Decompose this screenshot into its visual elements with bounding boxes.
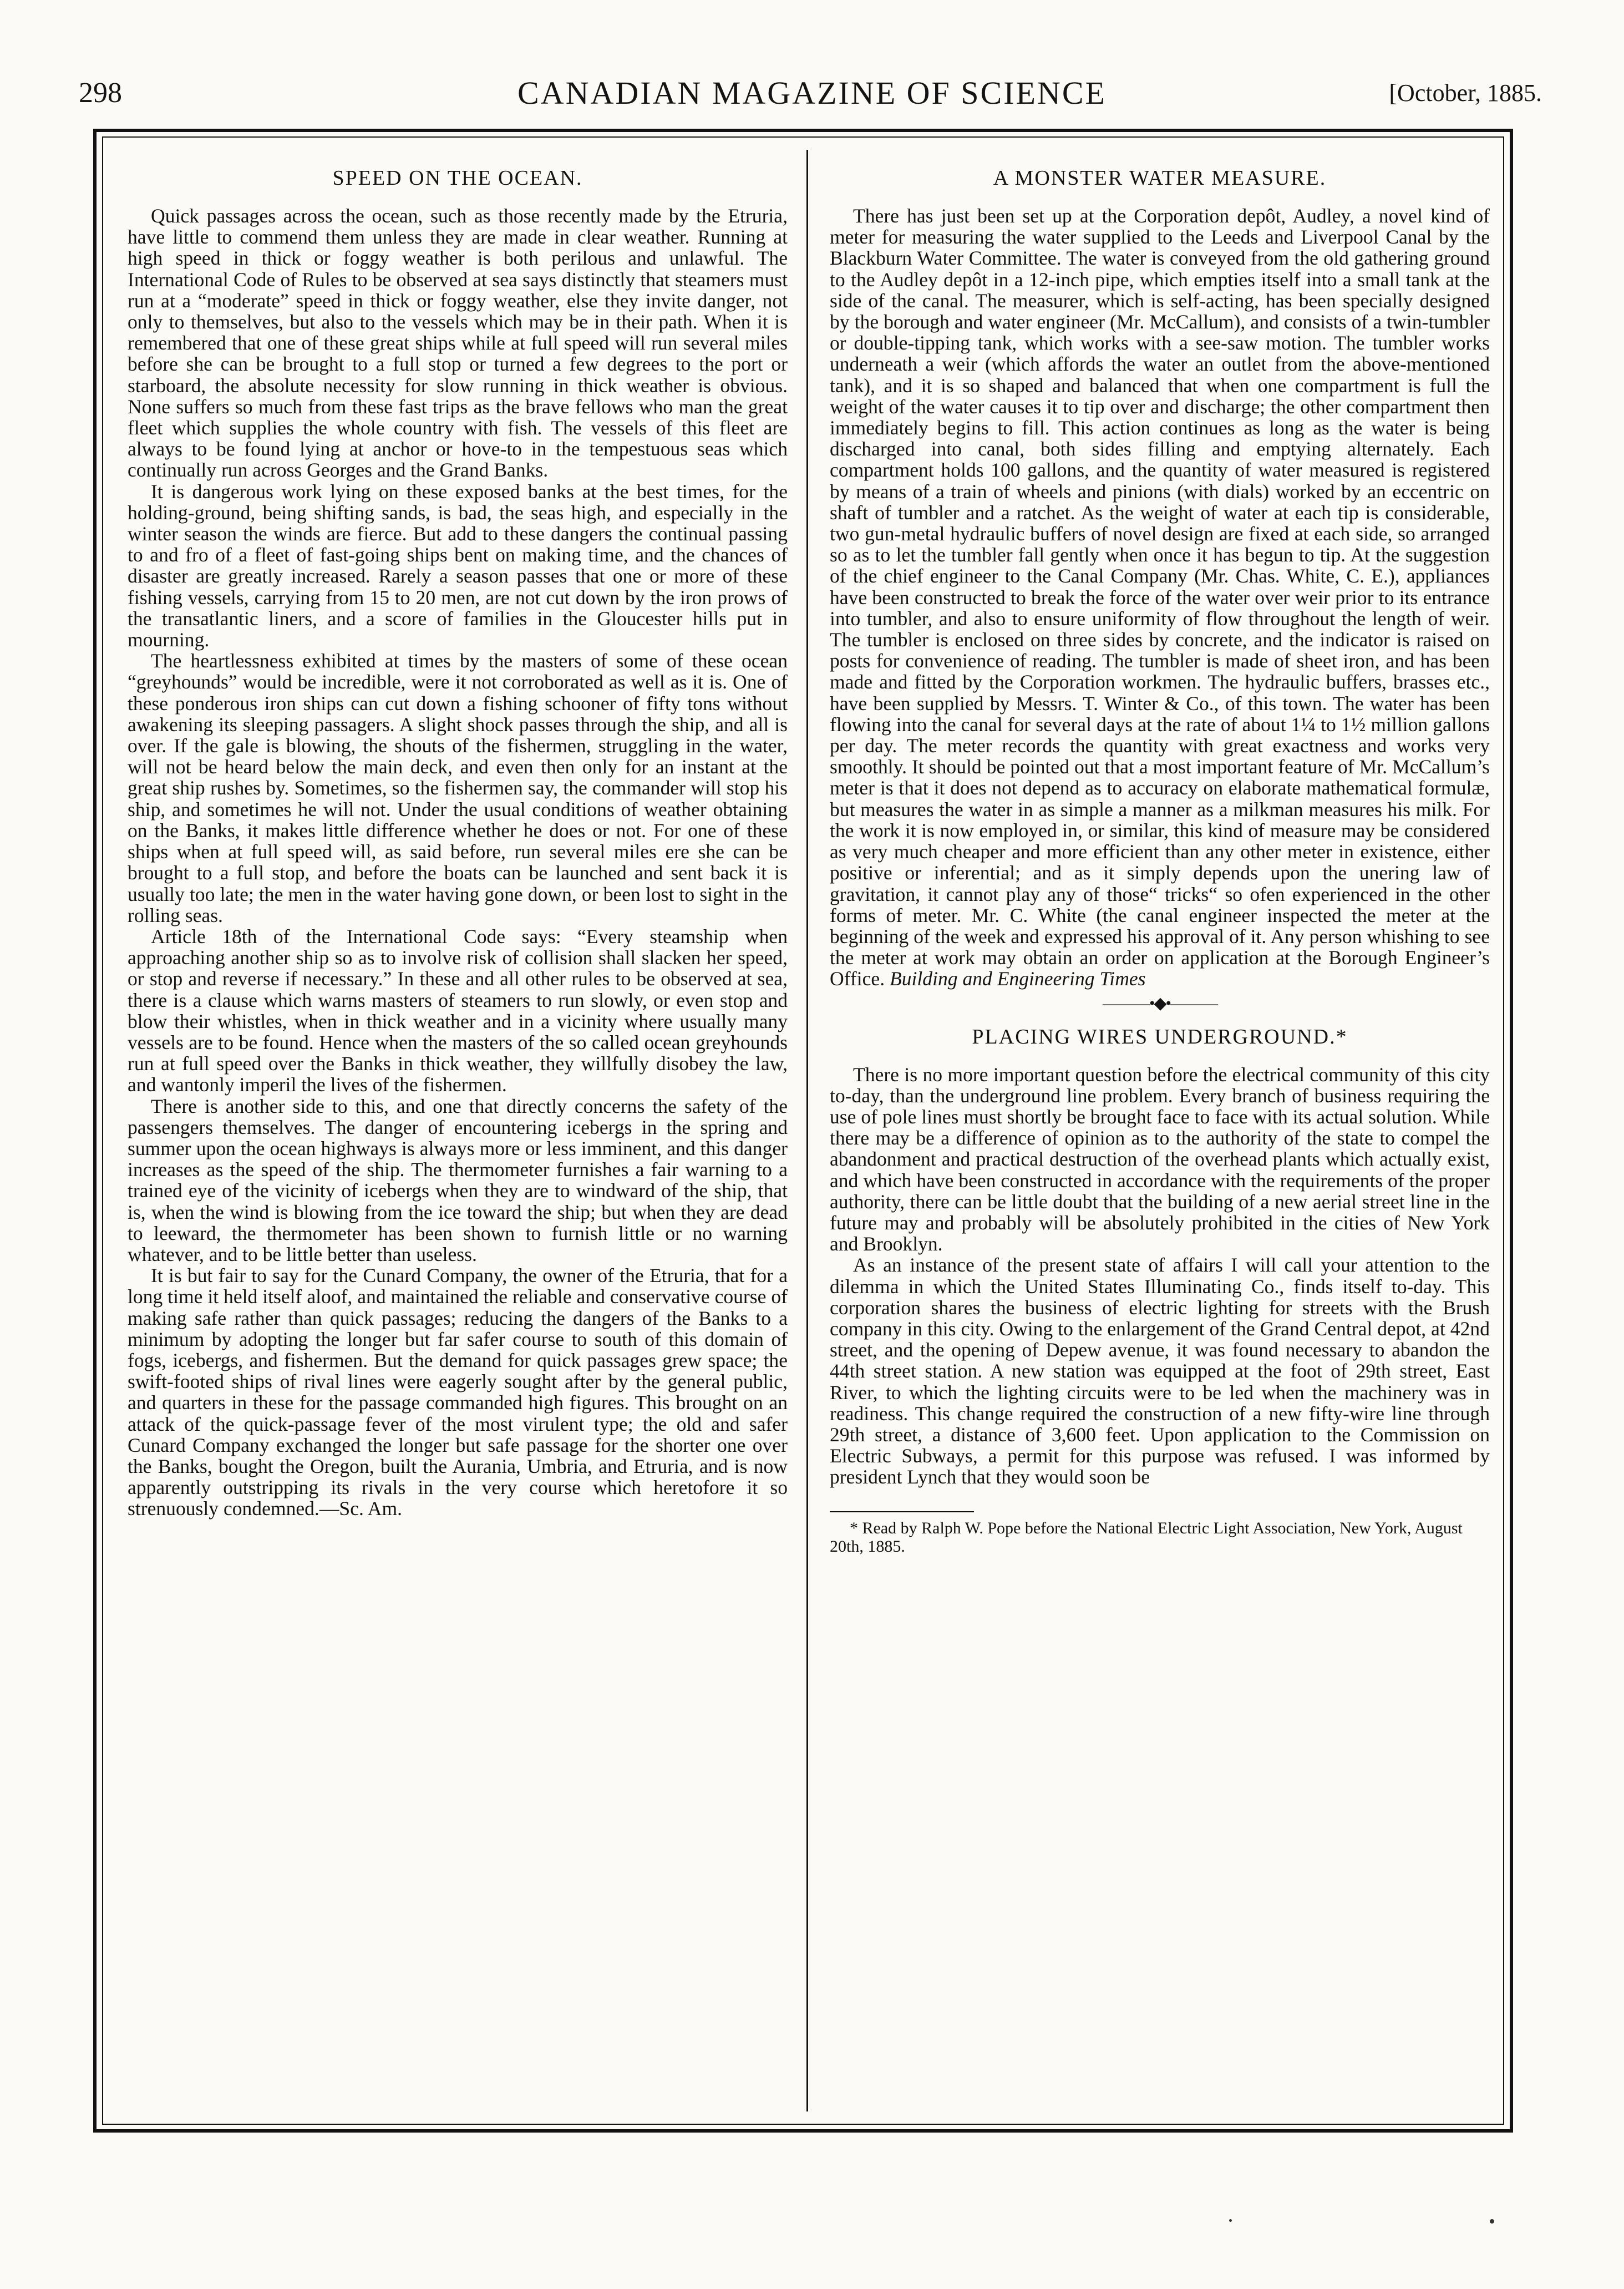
article-title-monster-water-measure: A MONSTER WATER MEASURE. (993, 166, 1327, 190)
speck (1229, 2219, 1232, 2222)
running-head (0, 71, 1624, 115)
left-column (128, 164, 788, 2117)
page-specks (0, 2219, 1624, 2236)
article-paragraph: The heartlessness exhibited at times by the masters of some of these ocean “greyhounds” would be incredible, were it not corroborated as well as it is. One of these ponderous iron ships can cut down a fishing schooner of fifty tons without awakening its sleeping passagers. A slight shock passes through the ship, and all is over. If the gale is blowing, the shouts of the fishermen, struggling in the water, will not be heard below the main deck, and even then only for an instant at the great ship rushes by. Sometimes, so the fishermen say, the commander will stop his ship, and sometimes he will not. Under the usual conditions of weather obtaining on the Banks, it makes little difference whether he does or not. For one of these ships when at full speed will, as said before, run several miles ere she can be brought to a full stop, and before the boats can be launched and sent back it is usually too late; the men in the water having gone down, or been lost to sight in the rolling seas. (128, 650, 788, 926)
article-paragraph: Quick passages across the ocean, such as those recently made by the Etruria, have little to commend them unless they are made in clear weather. Running at high speed in thick or foggy weather is both perilous and unlawful. The International Code of Rules to be observed at sea says distinctly that steamers must run at a “moderate” speed in thick or foggy weather, else they invite danger, not only to themselves, but also to the vessels which may be in their path. When it is remembered that one of these great ships while at full speed will run several miles before she can be brought to a full stop or turned a few degrees to the port or starboard, the absolute necessity for slow running in thick weather is obvious. None suffers so much from these fast trips as the brave fellows who man the great fleet which supplies the whole country with fish. The vessels of this fleet are always to be found lying at anchor or hove-to in the tempestuous seas which continually run across Georges and the Grand Banks. (128, 205, 788, 482)
article-paragraph: It is but fair to say for the Cunard Company, the owner of the Etruria, that for a long time it held itself aloof, and maintained the reliable and conservative course of making safe rather than quick passages; reducing the dangers of the Banks to a minimum by adopting the longer but far safer course to south of this domain of fogs, icebergs, and fishermen. But the demand for quick passages grew space; the swift-footed ships of rival lines were eagerly sought after by the general public, and quarters in these for the passage commanded high figures. This brought on an attack of the quick-passage fever of the most virulent type; the old and safer Cunard Company exchanged the longer but safe passage for the shorter one over the Banks, bought the Oregon, built the Aurania, Umbria, and Etruria, and is now apparently outstripping its rivals in the very course which heretofore it so strenuously condemned.—Sc. Am. (128, 1264, 788, 1520)
right-column (830, 164, 1490, 2117)
article-paragraph: It is dangerous work lying on these exposed banks at the best times, for the holding-ground, being shifting sands, is bad, the seas high, and especially in the winter season the winds are fierce. But add to these dangers the continual passing to and fro of a fleet of fast-going ships bent on making time, and the chances of disaster are greatly increased. Rarely a season passes that one or more of these fishing vessels, carrying from 15 to 20 men, are not cut down by the iron prows of the transatlantic liners, and a score of families in the Gloucester hills put in mourning. (128, 480, 788, 651)
section-separator: ———•◆•——— (1102, 994, 1217, 1012)
article-paragraph: Article 18th of the International Code says: “Every steamship when approaching another ship so as to involve risk of collision shall slacken her speed, or stop and reverse if necessary.” In these and all other rules to be observed at sea, there is a clause which warns masters of steamers to run slowly, or even stop and blow their whistles, when in thick weather and in a vicinity where usually many vessels are to be found. Hence when the masters of the so called ocean greyhounds run at full speed over the Banks in thick weather, they willfully disobey the law, and wantonly imperil the lives of the fishermen. (128, 925, 788, 1096)
article-paragraph: There is no more important question before the electrical community of this city to-day, than the underground line problem. Every branch of business requiring the use of pole lines must shortly be brought face to face with its actual solution. While there may be a difference of opinion as to the authority of the state to compel the abandonment and practical destruction of the overhead plants which actually exist, and which have been constructed in accordance with the requirements of the proper authority, there can be little doubt that the building of a new aerial street line in the future may and probably will be absolutely prohibited in the cities of New York and Brooklyn. (830, 1063, 1490, 1255)
column-divider (806, 150, 808, 2111)
footnote-rule (830, 1511, 974, 1512)
speck (1490, 2219, 1494, 2224)
issue-date: [October, 1885. (1389, 79, 1542, 107)
article-paragraph-text: There has just been set up at the Corporation depôt, Audley, a novel kind of meter for measuring the water supplied to the Leeds and Liverpool Canal by the Blackburn Water Committee. The water is conveyed from the old gathering ground to the Audley depôt in a 12-inch pipe, which empties itself into a small tank at the side of the canal. The measurer, which is self-acting, has been specially designed by the borough and water engineer (Mr. McCallum), and consists of a twin-tumbler or double-tipping tank, which works with a see-saw motion. The tumbler works underneath a weir (which affords the water an outlet from the above-mentioned tank), and it is so shaped and balanced that when one compartment is full the weight of the water causes it to tip over and discharge; the other compartment then immediately begins to fill. This action continues as long as the water is being discharged into canal, both sides filling and emptying alternately. Each compartment holds 100 gallons, and the quantity of water measured is registered by means of a train of wheels and pinions (with dials) worked by an eccentric on shaft of tumbler and a ratchet. As the weight of water at each tip is considerable, two gun-metal hydraulic buffers of novel design are fixed at each side, so arranged so as to let the tumbler fall gently when once it has begun to tip. At the suggestion of the chief engineer to the Canal Company (Mr. Chas. White, C. E.), appliances have been constructed to break the force of the water over weir prior to its entrance into tumbler, and also to ensure uniformity of flow throughout the length of weir. The tumbler is enclosed on three sides by concrete, and the indicator is raised on posts for convenience of reading. The tumbler is made of sheet iron, and has been made and fitted by the Corporation workmen. The hydraulic buffers, brasses etc., have been supplied by Messrs. T. Winter & Co., of this town. The water has been flowing into the canal for several days at the rate of about 1¼ to 1½ million gallons per day. The meter records the quantity with great exactness and works very smoothly. It should be pointed out that a most important feature of Mr. McCallum’s meter is that it does not depend as to accuracy on elaborate mathematical formulæ, but measures the water in as simple a manner as a milkman measures his milk. For the work it is now employed in, or similar, this kind of measure may be considered as very much cheaper and more efficient than any other meter in existence, either positive or inferential; and as it simply depends upon the unering law of gravitation, it cannot play any of those“ tricks“ so ofen experienced in the other forms of meter. Mr. C. White (the canal engineer inspected the meter at the beginning of the week and expressed his approval of it. Any person whishing to see the meter at work may obtain an order on application at the Borough Engineer’s Office. (830, 205, 1490, 990)
source-citation: Building and Engineering Times (890, 968, 1146, 990)
article-paragraph (830, 205, 1490, 990)
article-title-placing-wires-underground: PLACING WIRES UNDERGROUND.* (972, 1025, 1348, 1049)
journal-title: CANADIAN MAGAZINE OF SCIENCE (517, 75, 1107, 111)
article-paragraph: There is another side to this, and one that directly concerns the safety of the passengers themselves. The danger of encountering icebergs in the spring and summer upon the ocean highways is always more or less imminent, and this danger increases as the speed of the ship. The thermometer furnishes a fair warning to a trained eye of the vicinity of icebergs when they are to windward of the ship, that is, when the wind is blowing from the ice toward the ship; but when they are dead to leeward, the thermometer has been shown to furnish little or no warning whatever, and to be little better than useless. (128, 1095, 788, 1265)
article-paragraph: As an instance of the present state of affairs I will call your attention to the dilemma in which the United States Illuminating Co., finds itself to-day. This corporation shares the business of electric lighting for streets with the Brush company in this city. Owing to the enlargement of the Grand Central depot, at 42nd street, and the opening of Depew avenue, it was found necessary to abandon the 44th street station. A new station was equipped at the foot of 29th street, East River, to which the lighting circuits were to be led when the machinery was in readiness. This change required the construction of a new fifty-wire line through 29th street, a distance of 3,600 feet. Upon application to the Commission on Electric Subways, a permit for this purpose was refused. I was informed by president Lynch that they would soon be (830, 1254, 1490, 1488)
page-number: 298 (79, 77, 122, 109)
article-title-speed-on-the-ocean: SPEED ON THE OCEAN. (332, 166, 583, 190)
footnote: * Read by Ralph W. Pope before the National Electric Light Association, New York, August 20th, 1885. (830, 1518, 1463, 1556)
